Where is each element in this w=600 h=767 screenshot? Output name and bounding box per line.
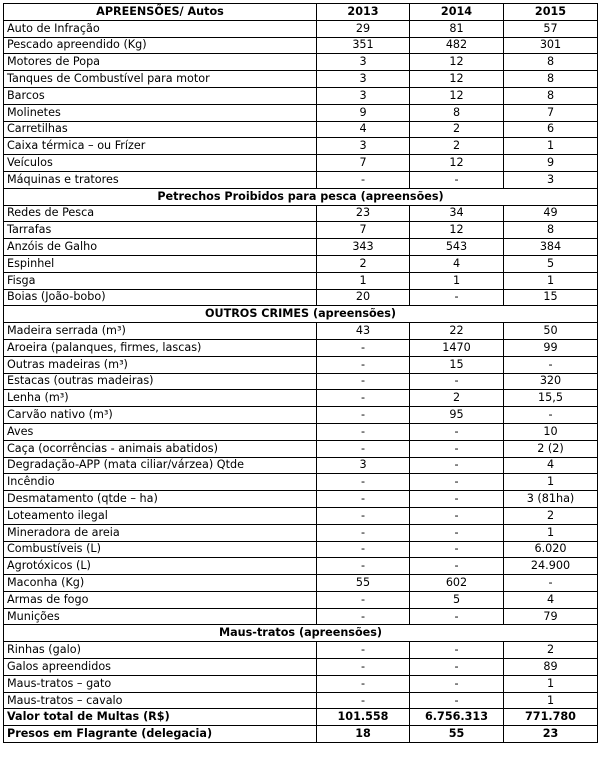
cell-2015: 6 (504, 121, 598, 138)
cell-2014: 12 (410, 155, 504, 172)
row-label: Aroeira (palanques, firmes, lascas) (4, 339, 317, 356)
table-row (4, 659, 598, 676)
cell-2014: 34 (410, 205, 504, 222)
cell-2013: - (317, 608, 410, 625)
row-label: Rinhas (galo) (4, 642, 317, 659)
cell-2015: 50 (504, 323, 598, 340)
row-label: Pescado apreendido (Kg) (4, 37, 317, 54)
cell-2014: - (410, 558, 504, 575)
cell-2015: 320 (504, 373, 598, 390)
row-label: Maus-tratos – cavalo (4, 692, 317, 709)
total-row (4, 709, 598, 726)
cell-2013: 18 (317, 726, 410, 743)
cell-2015: 89 (504, 659, 598, 676)
row-label: Tarrafas (4, 222, 317, 239)
cell-2014: - (410, 289, 504, 306)
cell-2015: - (504, 407, 598, 424)
row-label: Degradação-APP (mata ciliar/várzea) Qtde (4, 457, 317, 474)
cell-2014: - (410, 491, 504, 508)
table-row (4, 692, 598, 709)
cell-2014: 95 (410, 407, 504, 424)
cell-2013: 2 (317, 255, 410, 272)
table-row (4, 138, 598, 155)
cell-2015: 9 (504, 155, 598, 172)
cell-2015: 2 (504, 642, 598, 659)
cell-2013: 1 (317, 272, 410, 289)
table-row (4, 339, 598, 356)
cell-2014: 12 (410, 71, 504, 88)
table-row (4, 524, 598, 541)
cell-2014: - (410, 423, 504, 440)
row-label: Redes de Pesca (4, 205, 317, 222)
cell-2013: 351 (317, 37, 410, 54)
cell-2013: - (317, 507, 410, 524)
cell-2015: 8 (504, 71, 598, 88)
row-label: Valor total de Multas (R$) (4, 709, 317, 726)
cell-2014: 5 (410, 591, 504, 608)
section-title: OUTROS CRIMES (apreensões) (4, 306, 598, 323)
cell-2013: 29 (317, 20, 410, 37)
cell-2013: - (317, 390, 410, 407)
table-row (4, 407, 598, 424)
table-row (4, 591, 598, 608)
table-row (4, 20, 598, 37)
row-label: Presos em Flagrante (delegacia) (4, 726, 317, 743)
row-label: Madeira serrada (m³) (4, 323, 317, 340)
table-row (4, 541, 598, 558)
cell-2013: - (317, 407, 410, 424)
cell-2015: 24.900 (504, 558, 598, 575)
cell-2015: 79 (504, 608, 598, 625)
table-row (4, 558, 598, 575)
cell-2014: - (410, 440, 504, 457)
cell-2013: 7 (317, 155, 410, 172)
table-row (4, 440, 598, 457)
cell-2014: 15 (410, 356, 504, 373)
row-label: Munições (4, 608, 317, 625)
cell-2013: 7 (317, 222, 410, 239)
cell-2015: 1 (504, 474, 598, 491)
cell-2015: - (504, 575, 598, 592)
table-row (4, 272, 598, 289)
row-label: Estacas (outras madeiras) (4, 373, 317, 390)
cell-2015: 7 (504, 104, 598, 121)
cell-2014: - (410, 507, 504, 524)
table-row (4, 675, 598, 692)
cell-2015: 4 (504, 591, 598, 608)
row-label: Loteamento ilegal (4, 507, 317, 524)
cell-2015: 4 (504, 457, 598, 474)
cell-2013: 3 (317, 87, 410, 104)
table-row (4, 323, 598, 340)
section-title: Petrechos Proibidos para pesca (apreensões) (4, 188, 598, 205)
cell-2015: 8 (504, 87, 598, 104)
row-label: Mineradora de areia (4, 524, 317, 541)
row-label: Maus-tratos – gato (4, 675, 317, 692)
cell-2015: 49 (504, 205, 598, 222)
cell-2014: - (410, 608, 504, 625)
table-row (4, 423, 598, 440)
row-label: Anzóis de Galho (4, 239, 317, 256)
cell-2015: 1 (504, 524, 598, 541)
row-label: Motores de Popa (4, 54, 317, 71)
row-label: Caixa térmica – ou Frízer (4, 138, 317, 155)
table-row (4, 457, 598, 474)
cell-2015: 23 (504, 726, 598, 743)
cell-2015: 3 (504, 171, 598, 188)
cell-2014: 1 (410, 272, 504, 289)
cell-2013: - (317, 558, 410, 575)
cell-2014: - (410, 659, 504, 676)
cell-2014: 55 (410, 726, 504, 743)
cell-2013: - (317, 171, 410, 188)
table-row (4, 373, 598, 390)
row-label: Molinetes (4, 104, 317, 121)
cell-2015: 15 (504, 289, 598, 306)
row-label: Incêndio (4, 474, 317, 491)
table-row (4, 356, 598, 373)
row-label: Lenha (m³) (4, 390, 317, 407)
table-row (4, 71, 598, 88)
table-row (4, 474, 598, 491)
cell-2013: 3 (317, 54, 410, 71)
cell-2014: 6.756.313 (410, 709, 504, 726)
row-label: Maconha (Kg) (4, 575, 317, 592)
row-label: Armas de fogo (4, 591, 317, 608)
cell-2015: 15,5 (504, 390, 598, 407)
cell-2014: 22 (410, 323, 504, 340)
cell-2013: - (317, 591, 410, 608)
row-label: Boias (João-bobo) (4, 289, 317, 306)
cell-2015: 384 (504, 239, 598, 256)
cell-2013: - (317, 541, 410, 558)
cell-2014: - (410, 373, 504, 390)
row-label: Combustíveis (L) (4, 541, 317, 558)
section-header-row (4, 188, 598, 205)
cell-2015: 3 (81ha) (504, 491, 598, 508)
section-header-row (4, 625, 598, 642)
cell-2014: 12 (410, 87, 504, 104)
cell-2015: 6.020 (504, 541, 598, 558)
table-row (4, 289, 598, 306)
cell-2015: 1 (504, 692, 598, 709)
row-label: Aves (4, 423, 317, 440)
cell-2013: - (317, 474, 410, 491)
cell-2015: 1 (504, 138, 598, 155)
cell-2013: - (317, 491, 410, 508)
table-row (4, 171, 598, 188)
total-row (4, 726, 598, 743)
header-title: APREENSÕES/ Autos (4, 4, 317, 21)
cell-2015: 57 (504, 20, 598, 37)
table-row (4, 239, 598, 256)
table-row (4, 155, 598, 172)
cell-2014: 543 (410, 239, 504, 256)
cell-2013: - (317, 356, 410, 373)
cell-2015: 10 (504, 423, 598, 440)
seizures-table (3, 3, 598, 743)
table-row (4, 255, 598, 272)
row-label: Outras madeiras (m³) (4, 356, 317, 373)
cell-2015: 1 (504, 675, 598, 692)
cell-2014: 602 (410, 575, 504, 592)
cell-2015: - (504, 356, 598, 373)
cell-2014: - (410, 171, 504, 188)
cell-2014: - (410, 474, 504, 491)
cell-2014: - (410, 692, 504, 709)
cell-2015: 771.780 (504, 709, 598, 726)
cell-2014: - (410, 675, 504, 692)
cell-2013: - (317, 675, 410, 692)
cell-2014: 12 (410, 54, 504, 71)
cell-2013: 23 (317, 205, 410, 222)
cell-2013: - (317, 440, 410, 457)
row-label: Auto de Infração (4, 20, 317, 37)
row-label: Galos apreendidos (4, 659, 317, 676)
header-row (4, 4, 598, 21)
cell-2015: 5 (504, 255, 598, 272)
cell-2013: 343 (317, 239, 410, 256)
header-year-2014: 2014 (410, 4, 504, 21)
header-year-2015: 2015 (504, 4, 598, 21)
row-label: Máquinas e tratores (4, 171, 317, 188)
cell-2013: 101.558 (317, 709, 410, 726)
cell-2014: 8 (410, 104, 504, 121)
cell-2013: - (317, 524, 410, 541)
cell-2014: - (410, 524, 504, 541)
cell-2013: 4 (317, 121, 410, 138)
cell-2013: - (317, 642, 410, 659)
cell-2014: - (410, 642, 504, 659)
header-year-2013: 2013 (317, 4, 410, 21)
cell-2013: 3 (317, 71, 410, 88)
cell-2013: - (317, 659, 410, 676)
row-label: Carretilhas (4, 121, 317, 138)
cell-2013: 43 (317, 323, 410, 340)
cell-2014: 482 (410, 37, 504, 54)
row-label: Veículos (4, 155, 317, 172)
row-label: Fisga (4, 272, 317, 289)
cell-2014: 4 (410, 255, 504, 272)
row-label: Barcos (4, 87, 317, 104)
cell-2013: 3 (317, 457, 410, 474)
cell-2014: - (410, 457, 504, 474)
cell-2014: 2 (410, 390, 504, 407)
cell-2014: 2 (410, 138, 504, 155)
cell-2015: 2 (2) (504, 440, 598, 457)
cell-2014: 81 (410, 20, 504, 37)
cell-2014: 12 (410, 222, 504, 239)
table-row (4, 390, 598, 407)
cell-2015: 2 (504, 507, 598, 524)
cell-2013: - (317, 692, 410, 709)
cell-2014: 2 (410, 121, 504, 138)
table-row (4, 54, 598, 71)
cell-2013: - (317, 339, 410, 356)
row-label: Tanques de Combustível para motor (4, 71, 317, 88)
cell-2013: 55 (317, 575, 410, 592)
table-row (4, 491, 598, 508)
row-label: Desmatamento (qtde – ha) (4, 491, 317, 508)
table-row (4, 507, 598, 524)
cell-2015: 8 (504, 54, 598, 71)
table-row (4, 205, 598, 222)
table-row (4, 104, 598, 121)
cell-2015: 8 (504, 222, 598, 239)
cell-2014: - (410, 541, 504, 558)
row-label: Agrotóxicos (L) (4, 558, 317, 575)
section-title: Maus-tratos (apreensões) (4, 625, 598, 642)
row-label: Caça (ocorrências - animais abatidos) (4, 440, 317, 457)
table-row (4, 222, 598, 239)
table-row (4, 87, 598, 104)
table-row (4, 608, 598, 625)
row-label: Espinhel (4, 255, 317, 272)
cell-2015: 99 (504, 339, 598, 356)
cell-2015: 301 (504, 37, 598, 54)
cell-2013: 9 (317, 104, 410, 121)
table-row (4, 37, 598, 54)
cell-2014: 1470 (410, 339, 504, 356)
cell-2015: 1 (504, 272, 598, 289)
section-header-row (4, 306, 598, 323)
cell-2013: - (317, 423, 410, 440)
row-label: Carvão nativo (m³) (4, 407, 317, 424)
table-row (4, 121, 598, 138)
cell-2013: 3 (317, 138, 410, 155)
table-row (4, 575, 598, 592)
cell-2013: 20 (317, 289, 410, 306)
table-body (4, 20, 598, 742)
cell-2013: - (317, 373, 410, 390)
table-row (4, 642, 598, 659)
